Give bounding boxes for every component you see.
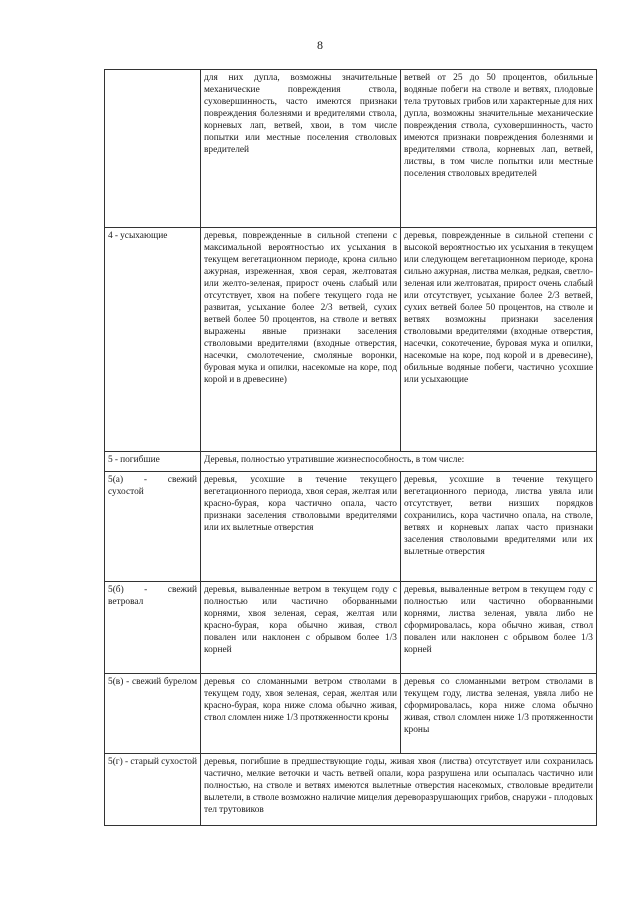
tree-condition-table [104,69,597,826]
merged-description-cell: Деревья, полностью утратившие жизнеспособность, в том числе: [201,452,597,472]
deciduous-description-cell: деревья, поврежденные в сильной степени с высокой вероятностью их усыхания в текущем или следующем вегетационном периоде, крона сильно ажурная, листва мелкая, редкая, светло-зеленая или желтоватая, прирост очень слабый или отсутствует, усыхание более 2/3 ветвей, сухих ветвей более 50 процентов, на стволе и ветвях возможны признаки заселения стволовыми вредителями (входные отверстия, насечки, сокотечение, буровая мука и опилки, насекомые на коре, под корой и в древесине), обильные водяные побеги, частично усохшие или усыхающие [401,228,597,452]
category-cell: 5 - погибшие [105,452,201,472]
coniferous-description-cell: деревья со сломанными ветром стволами в текущем году, хвоя зеленая, серая, желтая или красно-бурая, кора ниже слома обычно живая, ствол сломлен ниже 1/3 протяженности кроны [201,674,401,754]
coniferous-description-cell: деревья, поврежденные в сильной степени с максимальной вероятностью их усыхания в текущем вегетационном периоде, крона сильно ажурная, изреженная, хвоя серая, желтоватая или желто-зеленая, прирост очень слабый или отсутствует, хвоя на побеге текущего года не развитая, усыхание более 2/3 ветвей, сухих ветвей более 50 процентов, на стволе и ветвях выражены явные признаки заселения стволовыми вредителями (входные отверстия, насечки, смолотечение, смоляные воронки, буровая мука и опилки, насекомые на коре, под корой и в древесине) [201,228,401,452]
category-cell: 4 - усыхающие [105,228,201,452]
deciduous-description-cell: деревья, вываленные ветром в текущем году с полностью или частично оборванными корнями, листва зеленая, увяла либо не сформировалась, кора обычно живая, ствол повален или наклонен с обрывом более 1/3 корней [401,582,597,674]
deciduous-description-cell: деревья со сломанными ветром стволами в текущем году, листва зеленая, увяла либо не сформировалась, кора ниже слома обычно живая, ствол сломлен ниже 1/3 протяженности кроны [401,674,597,754]
table-row [105,754,597,826]
deciduous-description-cell: деревья, усохшие в течение текущего вегетационного периода, листва увяла или отсутствует, ветви низших порядков сохранились, кора частично опала, на стволе, ветвях и корневых лапах часто признаки заселения стволовыми вредителями или их вылетные отверстия [401,472,597,582]
category-cell: 5(а) - свежий сухостой [105,472,201,582]
coniferous-description-cell: деревья, усохшие в течение текущего вегетационного периода, хвоя серая, желтая или красно-бурая, кора частично опала, часто признаки заселения стволовыми вредителями или их вылетные отверстия [201,472,401,582]
table-row [105,452,597,472]
table-row [105,674,597,754]
deciduous-description-cell: ветвей от 25 до 50 процентов, обильные водяные побеги на стволе и ветвях, плодовые тела трутовых грибов или характерные для них дупла, возможны значительные механические повреждения ствола, суховершинность, часто имеются признаки повреждения болезнями и вредителями ствола, корневых лап, ветвей, листвы, в том числе попытки или местные поселения стволовых вредителей [401,70,597,228]
coniferous-description-cell: для них дупла, возможны значительные механические повреждения ствола, суховершинность, часто имеются признаки повреждения болезнями и вредителями ствола, корневых лап, ветвей, хвои, в том числе попытки или местные поселения стволовых вредителей [201,70,401,228]
table-row [105,472,597,582]
category-cell: 5(б) - свежий ветровал [105,582,201,674]
coniferous-description-cell: деревья, вываленные ветром в текущем году с полностью или частично оборванными корнями, хвоя зеленая, серая, желтая или красно-бурая, кора обычно живая, ствол повален или наклонен с обрывом более 1/3 корней [201,582,401,674]
table-row [105,70,597,228]
page-number: 8 [317,38,323,52]
category-cell: 5(г) - старый сухостой [105,754,201,826]
table-row [105,228,597,452]
category-cell: 5(в) - свежий бурелом [105,674,201,754]
category-cell [105,70,201,228]
table-row [105,582,597,674]
merged-description-cell: деревья, погибшие в предшествующие годы, живая хвоя (листва) отсутствует или сохранилась частично, мелкие веточки и часть ветвей опали, кора разрушена или осыпалась частично или полностью, на стволе и ветвях имеются вылетные отверстия насекомых, стволовые вредители вылетели, в стволе возможно наличие мицелия дереворазрушающих грибов, снаружи - плодовых тел трутовиков [201,754,597,826]
